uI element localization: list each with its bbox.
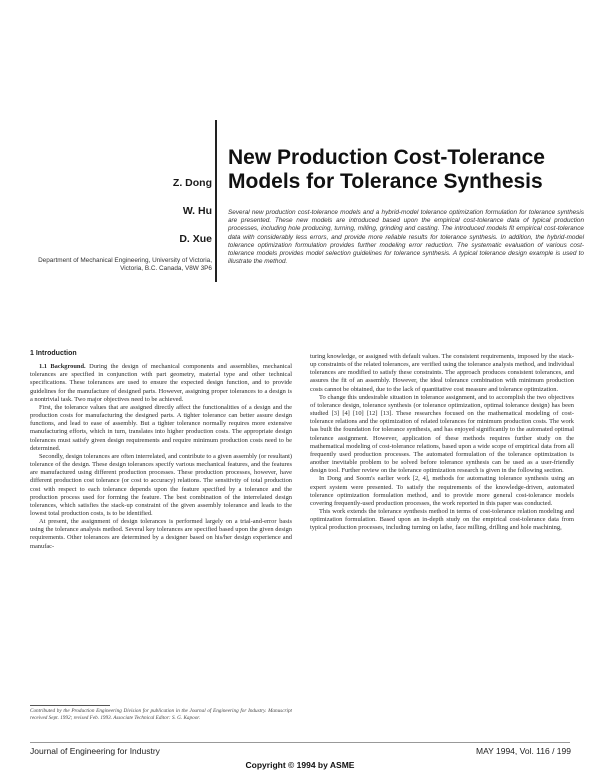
author-name: D. Xue — [179, 233, 212, 245]
author-name: Z. Dong — [172, 177, 212, 189]
journal-name: Journal of Engineering for Industry — [30, 746, 160, 756]
title-divider-rule — [215, 120, 217, 282]
body-paragraph: turing knowledge, or assigned with default values. The consistent requirements, imposed by the stack-up constraints of the related tolerances, are verified using the tolerance analysis method, and individual tolerances are modified to satisfy these constraints. The approach produces consistent tolerances, and assures the fit of an assembly. However, the ideal tolerance combination with minimum production costs cannot be obtained, due to the lack of quantitative cost measure and tolerance optimization. — [310, 353, 574, 393]
body-paragraph: Secondly, design tolerances are often interrelated, and contribute to a given assembly (or resultant) tolerance of the design. These design tolerances specify various mechanical features, and the features are manufactured using different production processes. These production processes, however, have different production cost tolerance (or cost to accuracy) relations. The sensitivity of total production cost with respect to each tolerance depends upon the feature specified by a tolerance and the production process used for forming the feature. The best combination of the interrelated design tolerances, which satisfies the stack-up constraint of the given assembly tolerance and leads to the lowest total production costs, is to be identified. — [30, 452, 292, 517]
left-column — [30, 350, 292, 551]
section-heading: 1 Introduction — [30, 350, 77, 357]
body-paragraph: This work extends the tolerance synthesis method in terms of cost-tolerance relation modeling and optimization formulation. Based upon an in-depth study on the empirical cost-tolerance data from typical production processes, including turning on lathe, face milling, drilling and hole machining, — [310, 507, 574, 532]
body-paragraph: First, the tolerance values that are assigned directly affect the functionalities of a design and the production costs for manufacturing the designed parts. A tighter tolerance can better assure design functions, and lead to ease of assembly. But a tighter tolerance normally requires more extensive manufacturing efforts, which in turn, translates into higher production costs. The appropriate design tolerances must satisfy given design requirements and require minimum production costs need to be determined. — [30, 403, 292, 452]
paper-title: New Production Cost-Tolerance Models for Tolerance Synthesis — [228, 146, 545, 193]
right-column — [310, 353, 574, 532]
body-paragraph: At present, the assignment of design tolerances is performed largely on a trial-and-error basis using the tolerance analysis method. Several key tolerances are specified based upon the given design requirements. Other tolerances are determined by a designer based on his/her design experience and manufac- — [30, 518, 292, 550]
copyright-notice: Copyright © 1994 by ASME — [245, 760, 355, 770]
footer-divider — [30, 742, 570, 743]
subsection-heading: 1.1 Background. — [39, 363, 86, 371]
footnote-divider — [30, 705, 110, 706]
issue-page-number: MAY 1994, Vol. 116 / 199 — [476, 746, 571, 756]
author-affiliation: Department of Mechanical Engineering, University of Victoria, Victoria, B.C. Canada, V8W 3P6 — [38, 257, 212, 272]
author-name: W. Hu — [182, 205, 212, 217]
body-paragraph: To change this undesirable situation in tolerance assignment, and to accomplish the two objectives of tolerance design, tolerance synthesis (or tolerance optimization, optimal tolerance design) has been studied [3] [4] [10] [12] [13]. These researches focused on the mathematical modeling of cost-tolerance relations and the optimization of related tolerances for minimum production costs. The work has built the foundation for tolerance synthesis, and has enjoyed significantly to the automated optimal tolerance assignment. However, application of these methods requires further study on the mathematical modeling of cost-tolerance relations, based upon a wide scope of empirical data from all frequently used production processes. The automated formulation of the tolerance optimization is another inevitable problem to be solved before tolerance synthesis can be used as a user-friendly design tool. Further review on the tolerance optimization research is given in the following section. — [310, 393, 574, 475]
abstract: Several new production cost-tolerance models and a hybrid-model tolerance optimization formulation for tolerance synthesis are presented. These new models are introduced based upon the empirical cost-tolerance data of typical production processes, including hole producing, turning, milling, grinding and casting. The introduced models fit empirical cost-tolerance data with considerably less errors, and provide more reliable results for tolerance synthesis. In addition, the hybrid-model tolerance optimization formulation provides further modeling error reduction. The systematic evaluation of various cost-tolerance models provides model selection guidelines for tolerance synthesis. A typical tolerance design example is used to illustrate the method. — [228, 209, 584, 266]
author-block — [20, 177, 212, 273]
body-paragraph: In Dong and Soom's earlier work [2, 4], methods for automating tolerance synthesis using an expert system were presented. To satisfy the requirements of the knowledge-driven, automated tolerance optimization formulation method, and to provide more general cost-tolerance models covering frequently-used production processes, the work reported in this paper was conducted. — [310, 475, 574, 507]
body-paragraph: 1.1 Background. During the design of mechanical components and assemblies, mechanical tolerances are specified in conjunction with part geometry, material type and other technical specifications. These tolerances are used to ensure the expected design function, and to provide guidelines for the manufacture of designed parts. However, assigning proper tolerances to a design is a nontrivial task. Two major objectives need to be achieved. — [30, 363, 292, 403]
footnote: Contributed by the Production Engineering Division for publication in the Journal of Engineering for Industry. Manuscript received Sept. 1992; revised Feb. 1993. Associate Technical Editor: S. G. Kapoor. — [30, 708, 292, 721]
